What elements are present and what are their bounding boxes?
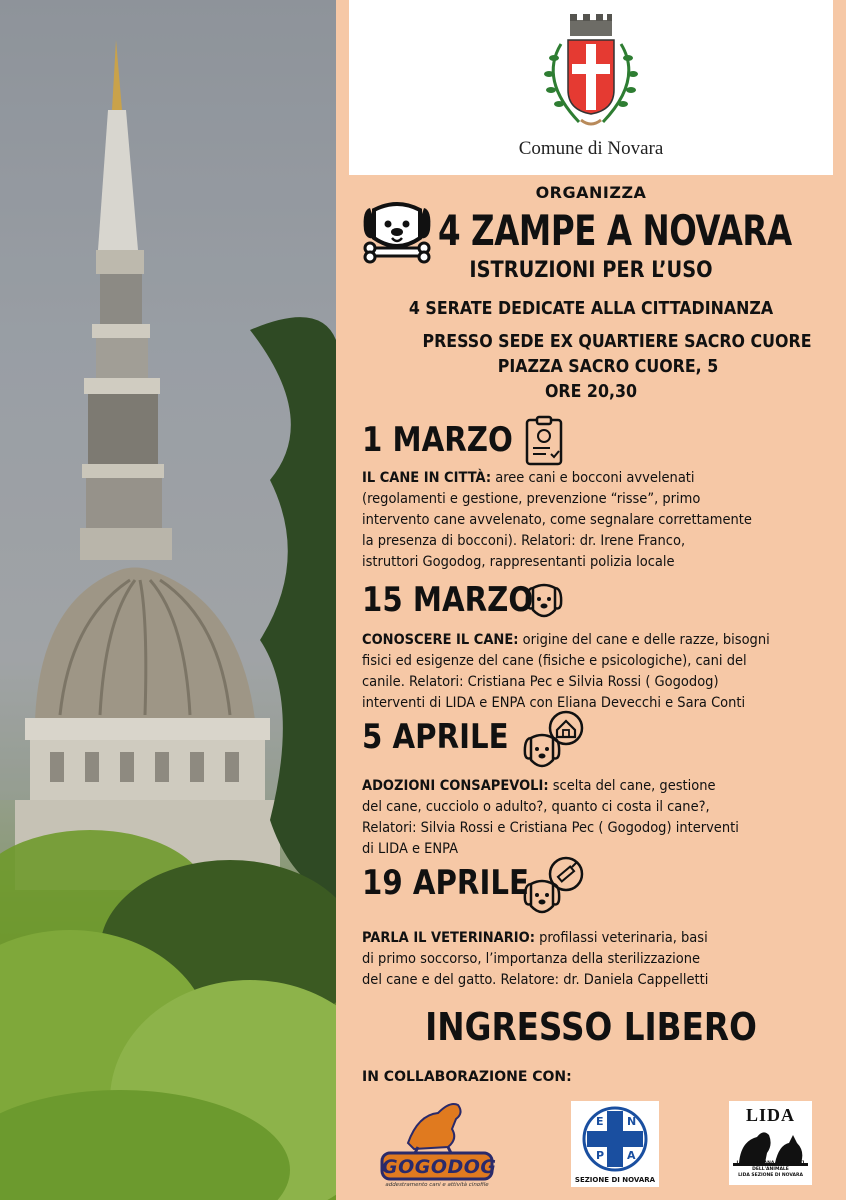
enpa-logo (571, 1101, 659, 1187)
enpa-letter-p: P (596, 1149, 605, 1162)
event-3-line-1: ADOZIONI CONSAPEVOLI: scelta del cane, gestione (362, 778, 716, 794)
sede-line: PRESSO SEDE EX QUARTIERE SACRO CUORE (422, 331, 812, 352)
event-date-4: 19 APRILE (362, 863, 529, 903)
dog-house-icon (522, 710, 586, 772)
gogodog-logo (378, 1095, 496, 1190)
event-4-line-2: di primo soccorso, l’importanza della sterilizzazione (362, 951, 701, 967)
event-heading: ADOZIONI CONSAPEVOLI: (362, 778, 549, 794)
organizza-label: ORGANIZZA (535, 183, 647, 202)
event-date-1: 1 MARZO (362, 420, 513, 460)
gogodog-tagline: addestramento cani e attività cinofile (385, 1182, 489, 1188)
dog-syringe-icon (522, 856, 586, 918)
enpa-letter-a: A (627, 1149, 636, 1162)
event-date-2: 15 MARZO (362, 580, 534, 620)
lida-logo (729, 1101, 812, 1185)
enpa-section: SEZIONE DI NOVARA (574, 1176, 656, 1184)
collaboration-label: IN COLLABORAZIONE CON: (362, 1069, 572, 1085)
event-1-line-3: intervento cane avvelenato, come segnalare correttamente (362, 512, 752, 528)
event-2-line-3: canile. Relatori: Cristiana Pec e Silvia Rossi ( Gogodog) (362, 674, 719, 690)
serate-line: 4 SERATE DEDICATE ALLA CITTADINANZA (408, 298, 774, 319)
event-subtitle: ISTRUZIONI PER L’USO (469, 258, 713, 283)
event-title: 4 ZAMPE A NOVARA (438, 206, 792, 255)
lida-subtitle (731, 1161, 810, 1179)
address-line: PIAZZA SACRO CUORE, 5 (497, 356, 719, 377)
clipboard-dog-icon (524, 415, 564, 467)
lida-sub-2: LIDA SEZIONE DI NOVARA (738, 1173, 803, 1178)
event-desc-2 (362, 630, 832, 714)
event-2-line-4: interventi di LIDA e ENPA con Eliana Devecchi e Sara Conti (362, 695, 746, 711)
dog-bone-logo-icon (360, 200, 434, 264)
event-desc-4 (362, 928, 832, 991)
event-3-line-4: di LIDA e ENPA (362, 841, 459, 857)
enpa-cross-icon (571, 1101, 659, 1187)
event-2-line-1: CONOSCERE IL CANE: origine del cane e delle razze, bisogni (362, 632, 770, 648)
lida-name: LIDA (745, 1105, 795, 1125)
event-2-line-2: fisici ed esigenze del cane (fisiche e psicologiche), cani del (362, 653, 747, 669)
event-3-line-3: Relatori: Silvia Rossi e Cristiana Pec ( Gogodog) interventi (362, 820, 739, 836)
event-desc-1 (362, 468, 832, 573)
time-line: ORE 20,30 (544, 381, 638, 402)
event-1-line-5: istruttori Gogodog, rappresentanti polizia locale (362, 554, 675, 570)
event-date-3: 5 APRILE (362, 717, 509, 757)
event-3-line-2: del cane, cucciolo o adulto?, quanto ci costa il cane?, (362, 799, 710, 815)
event-1-line-2: (regolamenti e gestione, prevenzione “risse”, primo (362, 491, 701, 507)
enpa-letter-e: E (596, 1115, 604, 1128)
cupola-photo (0, 0, 336, 1200)
event-1-line-1: IL CANE IN CITTÀ: aree cani e bocconi avvelenati (362, 470, 695, 486)
event-heading: CONOSCERE IL CANE: (362, 632, 519, 648)
event-heading: IL CANE IN CITTÀ: (362, 470, 492, 486)
comune-logo-box (349, 0, 833, 175)
dog-face-icon (524, 582, 564, 624)
event-desc-3 (362, 776, 832, 860)
comune-name: Comune di Novara (518, 138, 664, 159)
ingresso-libero: INGRESSO LIBERO (425, 1005, 757, 1049)
event-1-line-4: la presenza di bocconi). Relatori: dr. Irene Franco, (362, 533, 686, 549)
event-4-line-1: PARLA IL VETERINARIO: profilassi veterinaria, basi (362, 930, 708, 946)
lida-sub-1: LEGA ITALIANA DEI DIRITTI DELL'ANIMALE (736, 1161, 805, 1172)
gogodog-name: GOGODOG (382, 1156, 497, 1178)
enpa-letter-n: N (627, 1115, 637, 1128)
event-4-line-3: del cane e del gatto. Relatore: dr. Daniela Cappelletti (362, 972, 709, 988)
event-heading: PARLA IL VETERINARIO: (362, 930, 535, 946)
